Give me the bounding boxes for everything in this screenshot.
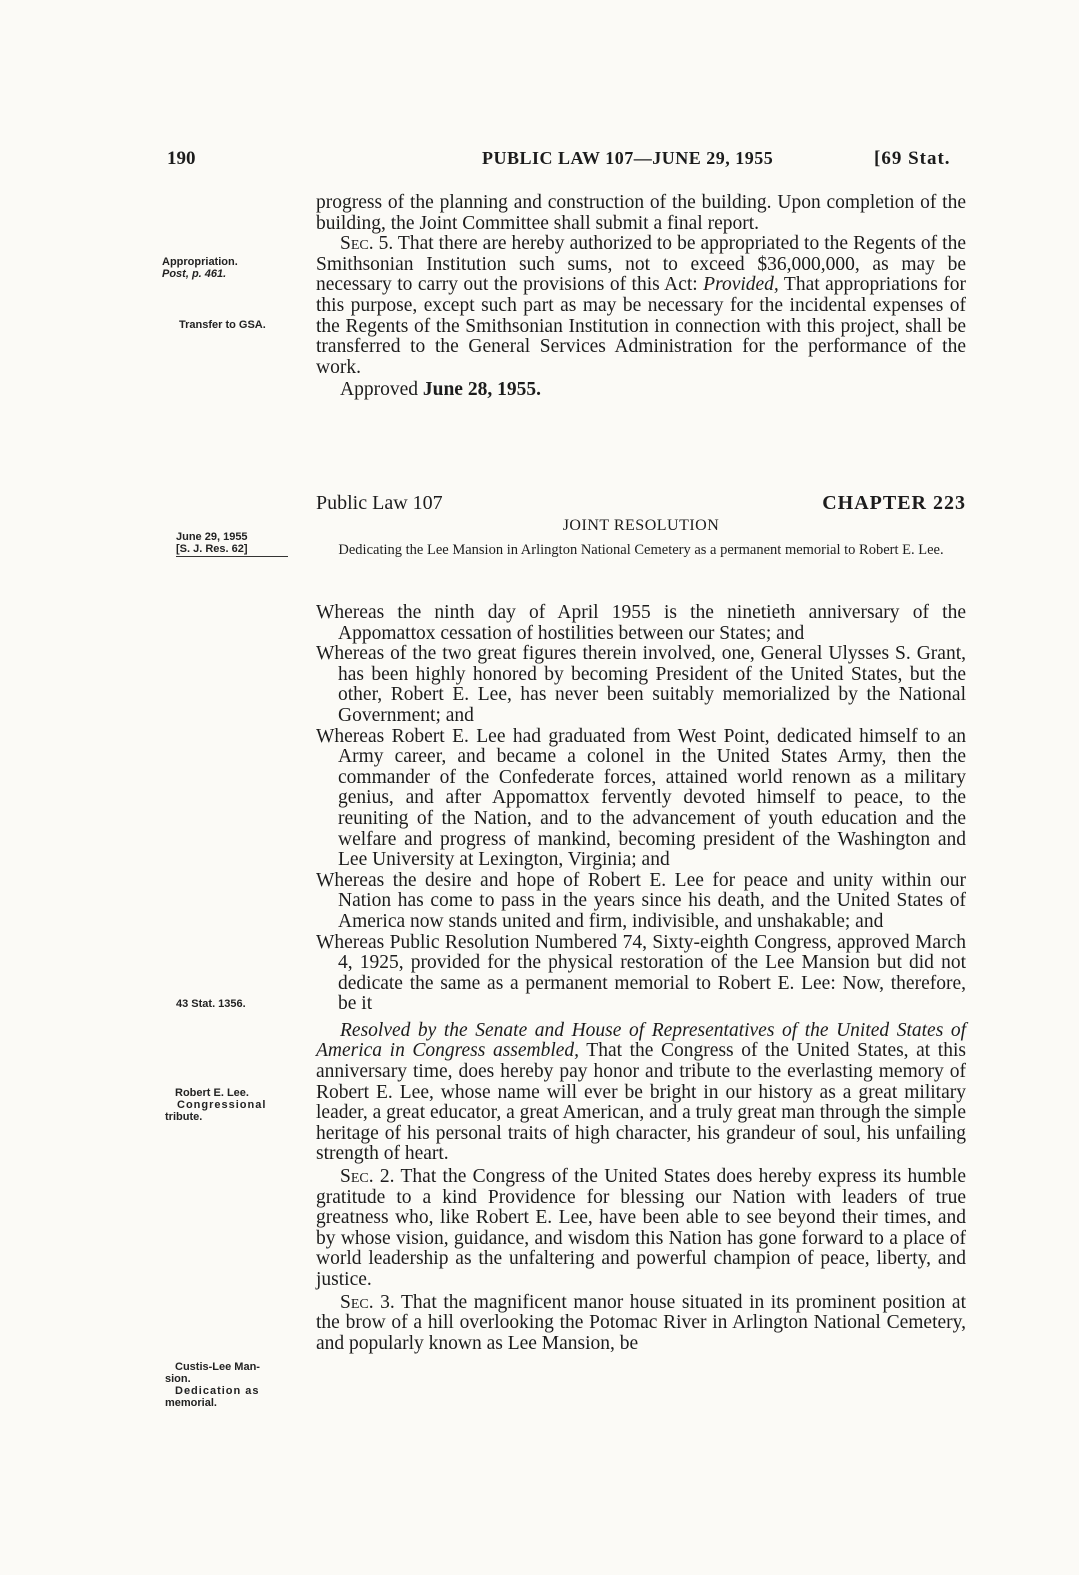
law-heading [316,492,966,518]
whereas-clause: Whereas the desire and hope of Robert E. Lee for peace and unity within our Nation has come to pass in the years since his death, and the United States of America now stands united and firm, indivisible, and unshakable; and [316,869,966,932]
statute-reference: [69 Stat. [874,148,951,169]
whereas-clause: Whereas of the two great figures therein involved, one, General Ulysses S. Grant, has been highly honored by becoming President of the United States, but the other, Robert E. Lee, has never been suitably memorialized by the National Government; and [316,643,966,726]
margin-note-transfer: Transfer to GSA. [179,319,266,331]
resolution-body [316,603,966,1354]
page-header [0,148,1079,178]
whereas-clause: Whereas Public Resolution Numbered 74, Sixty-eighth Congress, approved March 4, 1925, provided for the physical restoration of the Lee Mansion but did not dedicate the same as a permanent memorial to Robert E. Lee: Now, therefore, be it [316,931,966,1015]
paragraph-progress: progress of the planning and construction of the building. Upon completion of the building, the Joint Committee shall submit a final report. [316,192,966,234]
margin-note-lee: Robert E. Lee. Congressional tribute. [165,1087,267,1123]
margin-note-date: June 29, 1955 [S. J. Res. 62] [176,531,288,557]
running-title: PUBLIC LAW 107—JUNE 29, 1955 [482,148,774,168]
section-3: Sec. 3. That the magnificent manor house situated in its prominent position at the brow of a hill overlooking the Potomac River in Arlington National Cemetery, and popularly known as Lee Mansion, be [316,1291,966,1354]
section-2: Sec. 2. That the Congress of the United States does hereby express its humble gratitude to a kind Providence for blessing our Nation with leaders of true greatness who, like Robert E. Lee, have been able to see beyond their times, and by whose vision, guidance, and wisdom this Nation has gone forward to a place of world leadership as the unfaltering and powerful champion of peace, liberty, and justice. [316,1166,966,1290]
margin-note-custis-lee: Custis-Lee Man- sion. Dedication as memorial. [165,1361,260,1409]
previous-law-text [316,193,966,401]
joint-resolution-heading: JOINT RESOLUTION [562,517,720,534]
approved-line: Approved June 28, 1955. [340,379,541,401]
chapter-number: CHAPTER 223 [822,492,966,514]
margin-rule [176,556,288,557]
paragraph-sec-5: Sec. 5. That there are hereby authorized to be appropriated to the Regents of the Smithsonian Institution such sums, not to exceed $36,000,000, as may be necessary to carry out the provisions of this Act: Provided, That appropriations for this purpose, except such part as may be necessary for the incidental expenses of the Regents of the Smithsonian Institution in connection with this project, shall be transferred to the General Services Administration for the performance of the work. [316,233,966,378]
resolution-title: Dedicating the Lee Mansion in Arlington National Cemetery as a permanent memorial to Robert E. Lee. [338,542,944,558]
whereas-clause: Whereas Robert E. Lee had graduated from West Point, dedicated himself to an Army career, and became a colonel in the United States Army, then the commander of the Confederate forces, attained world renown as a military genius, and after Appomattox fervently devoted himself to peace, to the reuniting of the Nation, and to the advancement of youth education and the welfare and progress of mankind, becoming president of the Washington and Lee University at Lexington, Virginia; and [316,725,966,871]
resolved-clause: Resolved by the Senate and House of Representatives of the United States of America in Congress assembled, That the Congress of the United States, at this anniversary time, does hereby pay honor and tribute to the everlasting memory of Robert E. Lee, whose name will ever be bright in our history as a great military leader, a great educator, a great American, and a truly great man through the simple heritage of his personal traits of high character, his grandeur of soul, his unfailing strength of heart. [316,1019,966,1165]
page-number: 190 [167,148,196,169]
margin-note-appropriation: Appropriation. Post, p. 461. [162,256,238,280]
whereas-clause: Whereas the ninth day of April 1955 is the ninetieth anniversary of the Appomattox cessation of hostilities between our States; and [316,602,966,644]
margin-note-stat: 43 Stat. 1356. [176,998,246,1010]
public-law-number: Public Law 107 [316,492,443,514]
